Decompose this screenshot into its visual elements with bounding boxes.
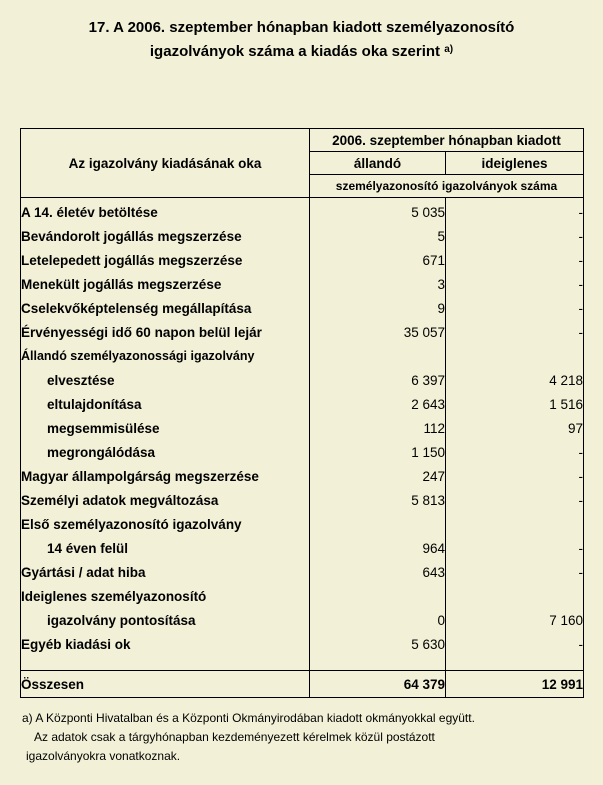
statistics-table xyxy=(20,128,584,698)
table-row xyxy=(21,560,584,584)
cell-allando xyxy=(310,344,446,368)
cell-ideiglenes: - xyxy=(446,320,584,344)
row-label: igazolvány pontosítása xyxy=(21,608,310,632)
cell-allando: 0 xyxy=(310,608,446,632)
total-row xyxy=(21,671,584,698)
cell-ideiglenes: - xyxy=(446,296,584,320)
table-row xyxy=(21,464,584,488)
cell-allando: 112 xyxy=(310,416,446,440)
cell-allando: 5 813 xyxy=(310,488,446,512)
row-label: Egyéb kiadási ok xyxy=(21,632,310,656)
cell-ideiglenes: 1 516 xyxy=(446,392,584,416)
table-row xyxy=(21,224,584,248)
total-ideiglenes: 12 991 xyxy=(446,671,584,698)
cell-ideiglenes: - xyxy=(446,272,584,296)
table-row xyxy=(21,368,584,392)
row-label: 14 éven felül xyxy=(21,536,310,560)
footnote xyxy=(22,709,475,766)
title-line-2 xyxy=(0,40,603,64)
row-label: elvesztése xyxy=(21,368,310,392)
row-label: Bevándorolt jogállás megszerzése xyxy=(21,224,310,248)
cell-allando: 35 057 xyxy=(310,320,446,344)
title-line-1: 17. A 2006. szeptember hónapban kiadott személyazonosító xyxy=(88,19,515,36)
footnote-line-1: a) A Központi Hivatalban és a Központi Okmányirodában kiadott okmányokkal együtt. xyxy=(22,711,475,725)
row-label: Magyar állampolgárság megszerzése xyxy=(21,464,310,488)
cell-ideiglenes: - xyxy=(446,632,584,656)
table-row xyxy=(21,536,584,560)
row-label: Cselekvőképtelenség megállapítása xyxy=(21,296,310,320)
table-row xyxy=(21,632,584,656)
cell-ideiglenes: - xyxy=(446,536,584,560)
cell-ideiglenes: 4 218 xyxy=(446,368,584,392)
footnote-line-2: Az adatok csak a tárgyhónapban kezdeményezett kérelmek közül postázott xyxy=(34,730,435,744)
cell-allando xyxy=(310,584,446,608)
table-row xyxy=(21,272,584,296)
row-label: Érvényességi idő 60 napon belül lejár xyxy=(21,320,310,344)
cell-ideiglenes xyxy=(446,584,584,608)
spacer-cell xyxy=(21,656,310,671)
spacer-cell xyxy=(310,656,446,671)
header-row-label: Az igazolvány kiadásának oka xyxy=(21,129,310,198)
header-period: 2006. szeptember hónapban kiadott xyxy=(310,129,584,152)
row-label: Első személyazonosító igazolvány xyxy=(21,512,310,536)
cell-allando: 247 xyxy=(310,464,446,488)
cell-allando: 5 035 xyxy=(310,198,446,225)
cell-ideiglenes: - xyxy=(446,198,584,225)
cell-ideiglenes: - xyxy=(446,248,584,272)
cell-allando xyxy=(310,512,446,536)
cell-ideiglenes: - xyxy=(446,464,584,488)
table-row xyxy=(21,344,584,368)
table-row xyxy=(21,248,584,272)
cell-ideiglenes xyxy=(446,344,584,368)
table-row xyxy=(21,488,584,512)
table-row xyxy=(21,440,584,464)
header-col-allando: állandó xyxy=(310,152,446,175)
table-row xyxy=(21,416,584,440)
row-label: Állandó személyazonossági igazolvány xyxy=(21,344,310,368)
table-row xyxy=(21,296,584,320)
cell-allando: 3 xyxy=(310,272,446,296)
cell-allando: 1 150 xyxy=(310,440,446,464)
spacer-cell xyxy=(446,656,584,671)
cell-allando: 5 xyxy=(310,224,446,248)
cell-allando: 2 643 xyxy=(310,392,446,416)
row-label: megsemmisülése xyxy=(21,416,310,440)
cell-allando: 671 xyxy=(310,248,446,272)
header-row-period xyxy=(21,129,584,152)
header-col-ideiglenes: ideiglenes xyxy=(446,152,584,175)
table-title xyxy=(0,16,603,64)
table-row xyxy=(21,320,584,344)
total-label: Összesen xyxy=(21,671,310,698)
cell-allando: 6 397 xyxy=(310,368,446,392)
cell-allando: 9 xyxy=(310,296,446,320)
row-label: Letelepedett jogállás megszerzése xyxy=(21,248,310,272)
cell-ideiglenes xyxy=(446,512,584,536)
row-label: megrongálódása xyxy=(21,440,310,464)
cell-allando: 5 630 xyxy=(310,632,446,656)
table-row xyxy=(21,584,584,608)
table-row xyxy=(21,608,584,632)
table-row xyxy=(21,512,584,536)
title-footnote-mark: a) xyxy=(444,44,454,55)
row-label: Ideiglenes személyazonosító xyxy=(21,584,310,608)
table-row xyxy=(21,198,584,225)
cell-ideiglenes: - xyxy=(446,560,584,584)
header-units: személyazonosító igazolványok száma xyxy=(310,175,584,198)
row-label: A 14. életév betöltése xyxy=(21,198,310,225)
spacer-row xyxy=(21,656,584,671)
row-label: Személyi adatok megváltozása xyxy=(21,488,310,512)
row-label: Menekült jogállás megszerzése xyxy=(21,272,310,296)
cell-ideiglenes: 97 xyxy=(446,416,584,440)
cell-ideiglenes: - xyxy=(446,488,584,512)
row-label: eltulajdonítása xyxy=(21,392,310,416)
total-allando: 64 379 xyxy=(310,671,446,698)
cell-ideiglenes: - xyxy=(446,224,584,248)
cell-allando: 964 xyxy=(310,536,446,560)
table-row xyxy=(21,392,584,416)
cell-ideiglenes: - xyxy=(446,440,584,464)
cell-allando: 643 xyxy=(310,560,446,584)
row-label: Gyártási / adat hiba xyxy=(21,560,310,584)
title-line-2-text: igazolványok száma a kiadás oka szerint xyxy=(149,43,441,60)
cell-ideiglenes: 7 160 xyxy=(446,608,584,632)
footnote-line-3: igazolványokra vonatkoznak. xyxy=(26,749,181,763)
